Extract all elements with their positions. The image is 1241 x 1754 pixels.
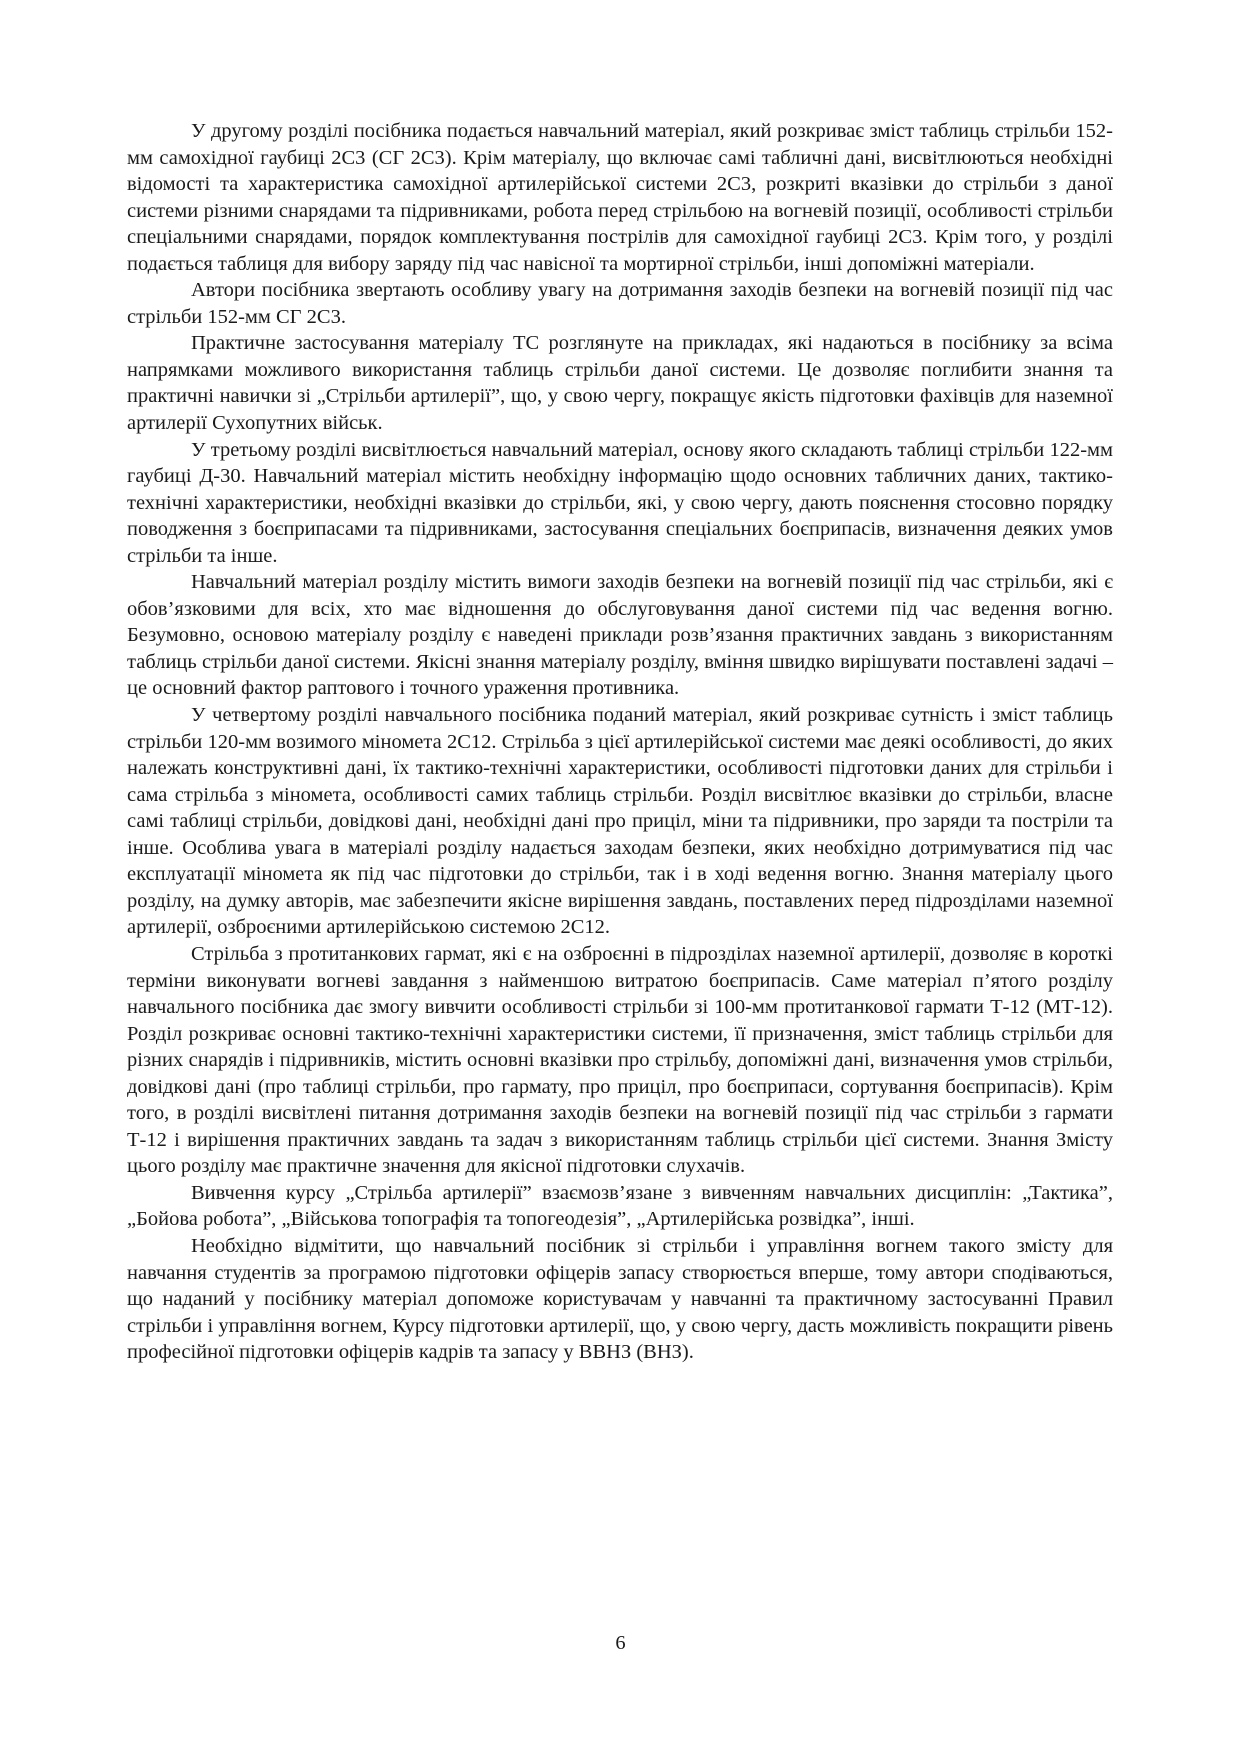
paragraph-practical-use: Практичне застосування матеріалу ТС розглянуте на прикладах, які надаються в посібнику за всіма напрямками можливого використання таблиць стрільби даної системи. Це дозволяє поглибити знання та практичні навички зі „Стрільби артилерії”, що, у свою чергу, покращує якість підготовки фахівців для наземної артилерії Сухопутних військ. bbox=[127, 332, 1113, 435]
page-number: 6 bbox=[615, 1632, 626, 1654]
paragraph-section-4: У четвертому розділі навчального посібника поданий матеріал, який розкриває сутність і зміст таблиць стрільби 120-мм возимого міномета 2С12. Стрільба з цієї артилерійської системи має деякі особливості, до яких належать конструктивні дані, їх тактико-технічні характеристики, особливості підготовки даних для стрільби і сама стрільба з міномета, особливості самих таблиць стрільби. Розділ висвітлює вказівки до стрільби, власне самі таблиці стрільби, довідкові дані, необхідні дані про приціл, міни та підривники, про заряди та постріли та інше. Особлива увага в матеріалі розділу надається заходам безпеки, яких необхідно дотримуватися під час експлуатації міномета як під час підготовки до стрільби, так і в ході ведення вогню. Знання матеріалу цього розділу, на думку авторів, має забезпечити якісне вирішення завдань, поставлених перед підрозділами наземної артилерії, озброєними артилерійською системою 2С12. bbox=[127, 704, 1113, 939]
paragraph-section-3-safety: Навчальний матеріал розділу містить вимоги заходів безпеки на вогневій позиції під час стрільби, які є обов’язковими для всіх, хто має відношення до обслуговування даної системи під час ведення вогню. Безумовно, основою матеріалу розділу є наведені приклади розв’язання практичних завдань з використанням таблиць стрільби даної системи. Якісні знання матеріалу розділу, вміння швидко вирішувати поставлені задачі – це основний фактор раптового і точного ураження противника. bbox=[127, 571, 1113, 700]
paragraph-related-courses: Вивчення курсу „Стрільба артилерії” взаємозв’язане з вивченням навчальних дисциплін: „Тактика”, „Бойова робота”, „Військова топографія та топогеодезія”, „Артилерійська розвідка”, інші. bbox=[127, 1181, 1113, 1231]
paragraph-conclusion: Необхідно відмітити, що навчальний посібник зі стрільби і управління вогнем такого змісту для навчання студентів за програмою підготовки офіцерів запасу створюється вперше, тому автори сподіваються, що наданий у посібнику матеріал допоможе користувачам у навчанні та практичному застосуванні Правил стрільби і управління вогнем, Курсу підготовки артилерії, що, у свою чергу, дасть можливість покращити рівень професійної підготовки офіцерів кадрів та запасу у ВВНЗ (ВНЗ). bbox=[127, 1234, 1113, 1364]
body-text bbox=[127, 118, 1113, 1366]
paragraph-section-2: У другому розділі посібника подається навчальний матеріал, який розкриває зміст таблиць стрільби 152-мм самохідної гаубиці 2С3 (СГ 2С3). Крім матеріалу, що включає самі табличні дані, висвітлюються необхідні відомості та характеристика самохідної артилерійської системи 2С3, розкриті вказівки до стрільби з даної системи різними снарядами та підривниками, робота перед стрільбою на вогневій позиції, особливості стрільби спеціальними снарядами, порядок комплектування пострілів для самохідної гаубиці 2С3. Крім того, у розділі подається таблиця для вибору заряду під час навісної та мортирної стрільби, інші допоміжні матеріали. bbox=[127, 120, 1113, 275]
paragraph-section-5: Стрільба з протитанкових гармат, які є на озброєнні в підрозділах наземної артилерії, дозволяє в короткі терміни виконувати вогневі завдання з найменшою витратою боєприпасів. Саме матеріал п’ятого розділу навчального посібника дає змогу вивчити особливості стрільби зі 100-мм протитанкової гармати Т-12 (МТ-12). Розділ розкриває основні тактико-технічні характеристики системи, її призначення, зміст таблиць стрільби для різних снарядів і підривників, містить основні вказівки про стрільбу, допоміжні дані, визначення умов стрільби, довідкові дані (про таблиці стрільби, про гармату, про приціл, про боєприпаси, сортування боєприпасів). Крім того, в розділі висвітлені питання дотримання заходів безпеки на вогневій позиції під час стрільби з гармати Т-12 і вирішення практичних завдань та задач з використанням таблиць стрільби цієї системи. Знання Змісту цього розділу має практичне значення для якісної підготовки слухачів. bbox=[127, 942, 1113, 1178]
paragraph-section-3: У третьому розділі висвітлюється навчальний матеріал, основу якого складають таблиці стрільби 122-мм гаубиці Д-30. Навчальний матеріал містить необхідну інформацію щодо основних табличних даних, тактико-технічні характеристики, необхідні вказівки до стрільби, які, у свою чергу, дають пояснення стосовно порядку поводження з боєприпасами та підривниками, застосування спеціальних боєприпасів, визначення деяких умов стрільби та інше. bbox=[127, 438, 1113, 567]
paragraph-safety-note: Автори посібника звертають особливу увагу на дотримання заходів безпеки на вогневій позиції під час стрільби 152-мм СГ 2С3. bbox=[127, 279, 1113, 328]
